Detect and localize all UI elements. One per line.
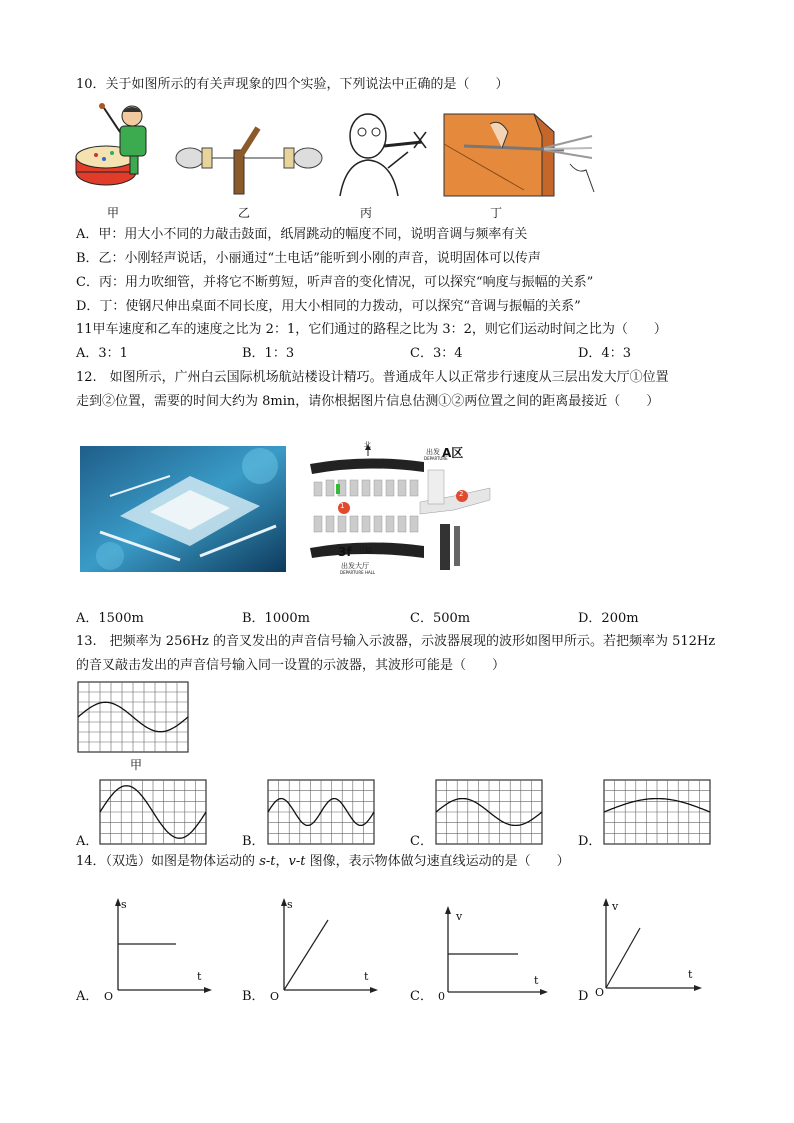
q12-stem-line1: 12. 如图所示，广州白云国际机场航站楼设计精巧。普通成年人以正常步行速度从三层出发大厅①位置 (76, 370, 669, 385)
q14-comma: ， (275, 854, 289, 869)
q13-option-c-letter[interactable]: C． (410, 834, 433, 849)
q12-map-floor-big: 3f (338, 545, 352, 559)
q12-option-c[interactable]: C．500m (410, 611, 471, 626)
q10-figure-jia (74, 102, 160, 194)
q13-option-d-waveform[interactable] (604, 780, 710, 844)
q13-reference-label: 甲 (130, 758, 143, 772)
q11-option-b[interactable]: B．1：3 (242, 346, 295, 361)
q12-option-d[interactable]: D．200m (578, 611, 639, 626)
q12-map-marker-1: 1 (340, 502, 345, 510)
q10-label-ding: 丁 (490, 206, 503, 220)
q11-option-c[interactable]: C．3：4 (410, 346, 463, 361)
q14-graph-b-x: t (364, 970, 369, 983)
q14-graph-c-x: t (534, 974, 539, 987)
q13-option-b-letter[interactable]: B． (242, 834, 265, 849)
q11-option-a[interactable]: A．3：1 (76, 346, 128, 361)
q13-stem-line2: 的音叉敲击发出的声音信号输入同一设置的示波器，其波形可能是（ ） (76, 658, 506, 673)
q13-oscilloscope-reference (78, 682, 188, 752)
q12-map-marker-2: 2 (459, 490, 464, 498)
q12-map-floor-cn: 三层 (358, 547, 372, 555)
q10-option-c[interactable]: C．丙：用力吹细管，并将它不断剪短，听声音的变化情况，可以探究“响度与振幅的关系” (76, 275, 594, 290)
q10-option-d[interactable]: D．丁：使钢尺伸出桌面不同长度，用大小相同的力拨动，可以探究“音调与振幅的关系” (76, 299, 581, 314)
q12-option-b[interactable]: B．1000m (242, 611, 310, 626)
q10-figure-bing (330, 110, 438, 198)
q13-option-a-letter[interactable]: A． (76, 834, 99, 849)
q10-label-jia: 甲 (107, 206, 120, 220)
q12-option-a[interactable]: A．1500m (76, 611, 144, 626)
q10-label-bing: 丙 (360, 206, 373, 220)
q10-label-yi: 乙 (238, 206, 251, 220)
q12-map-zone-en: DEPARTURE (424, 456, 448, 461)
q12-map-hall-en: DEPARTURE HALL (340, 570, 376, 575)
q10-option-b[interactable]: B．乙：小刚轻声说话，小丽通过“土电话”能听到小刚的声音，说明固体可以传声 (76, 251, 541, 266)
q14-graph-b-y: s (287, 898, 293, 911)
q13-option-c-waveform[interactable] (436, 780, 542, 844)
q14-stem (76, 853, 570, 871)
q14-graph-b-origin: O (270, 990, 280, 1003)
q14-graph-b[interactable] (272, 898, 378, 996)
q14-option-d[interactable]: D (578, 989, 589, 1004)
q14-st: s-t (259, 854, 276, 869)
q12-floor-map (304, 440, 498, 582)
q12-airport-photo (80, 446, 286, 572)
q14-graph-a-x: t (197, 970, 202, 983)
q14-graph-c[interactable] (438, 906, 548, 996)
q14-graph-d-x: t (688, 968, 693, 981)
q12-map-zone-cn: 出发 (426, 448, 440, 456)
q10-figure-ding (444, 114, 598, 196)
q13-stem-line1: 13. 把频率为 256Hz 的音叉发出的声音信号输入示波器，示波器展现的波形如图甲所示。若把频率为 512Hz (76, 634, 716, 649)
q12-stem-line2: 走到②位置，需要的时间大约为 8min，请你根据图片信息估测①②两位置之间的距离最接近（ ） (76, 394, 660, 409)
q14-graph-d-origin: O (595, 986, 605, 999)
q12-map-hall-cn: 出发大厅 (341, 562, 369, 570)
q14-graph-d-y: v (612, 900, 619, 913)
q14-option-a[interactable]: A． (76, 989, 99, 1004)
q13-option-b-waveform[interactable] (268, 780, 374, 844)
q13-option-a-waveform[interactable] (100, 780, 206, 844)
q14-graph-c-y: v (456, 910, 463, 923)
q12-map-zone-letter: A区 (442, 446, 464, 460)
q14-graph-a-y: s (121, 898, 127, 911)
q14-stem-prefix: 14．（双选）如图是物体运动的 (76, 854, 260, 869)
q14-stem-suffix: 图像，表示物体做匀速直线运动的是（ ） (305, 854, 570, 869)
q10-stem: 10．关于如图所示的有关声现象的四个实验，下列说法中正确的是（ ） (76, 77, 509, 92)
q11-stem: 11甲车速度和乙车的速度之比为 2：1，它们通过的路程之比为 3：2，则它们运动时间之比为（ ） (76, 322, 667, 337)
q12-map-north: 北 (364, 441, 371, 449)
q14-option-b[interactable]: B． (242, 989, 265, 1004)
q10-option-a[interactable]: A．甲：用大小不同的力敲击鼓面，纸屑跳动的幅度不同，说明音调与频率有关 (76, 227, 528, 242)
q13-option-d-letter[interactable]: D． (578, 834, 602, 849)
q10-figure-yi (176, 118, 326, 196)
q14-vt: v-t (288, 854, 306, 869)
q14-option-c[interactable]: C． (410, 989, 433, 1004)
q14-graph-a-origin: O (104, 990, 114, 1003)
q14-graph-c-origin: 0 (438, 990, 445, 1003)
q11-option-d[interactable]: D．4：3 (578, 346, 631, 361)
